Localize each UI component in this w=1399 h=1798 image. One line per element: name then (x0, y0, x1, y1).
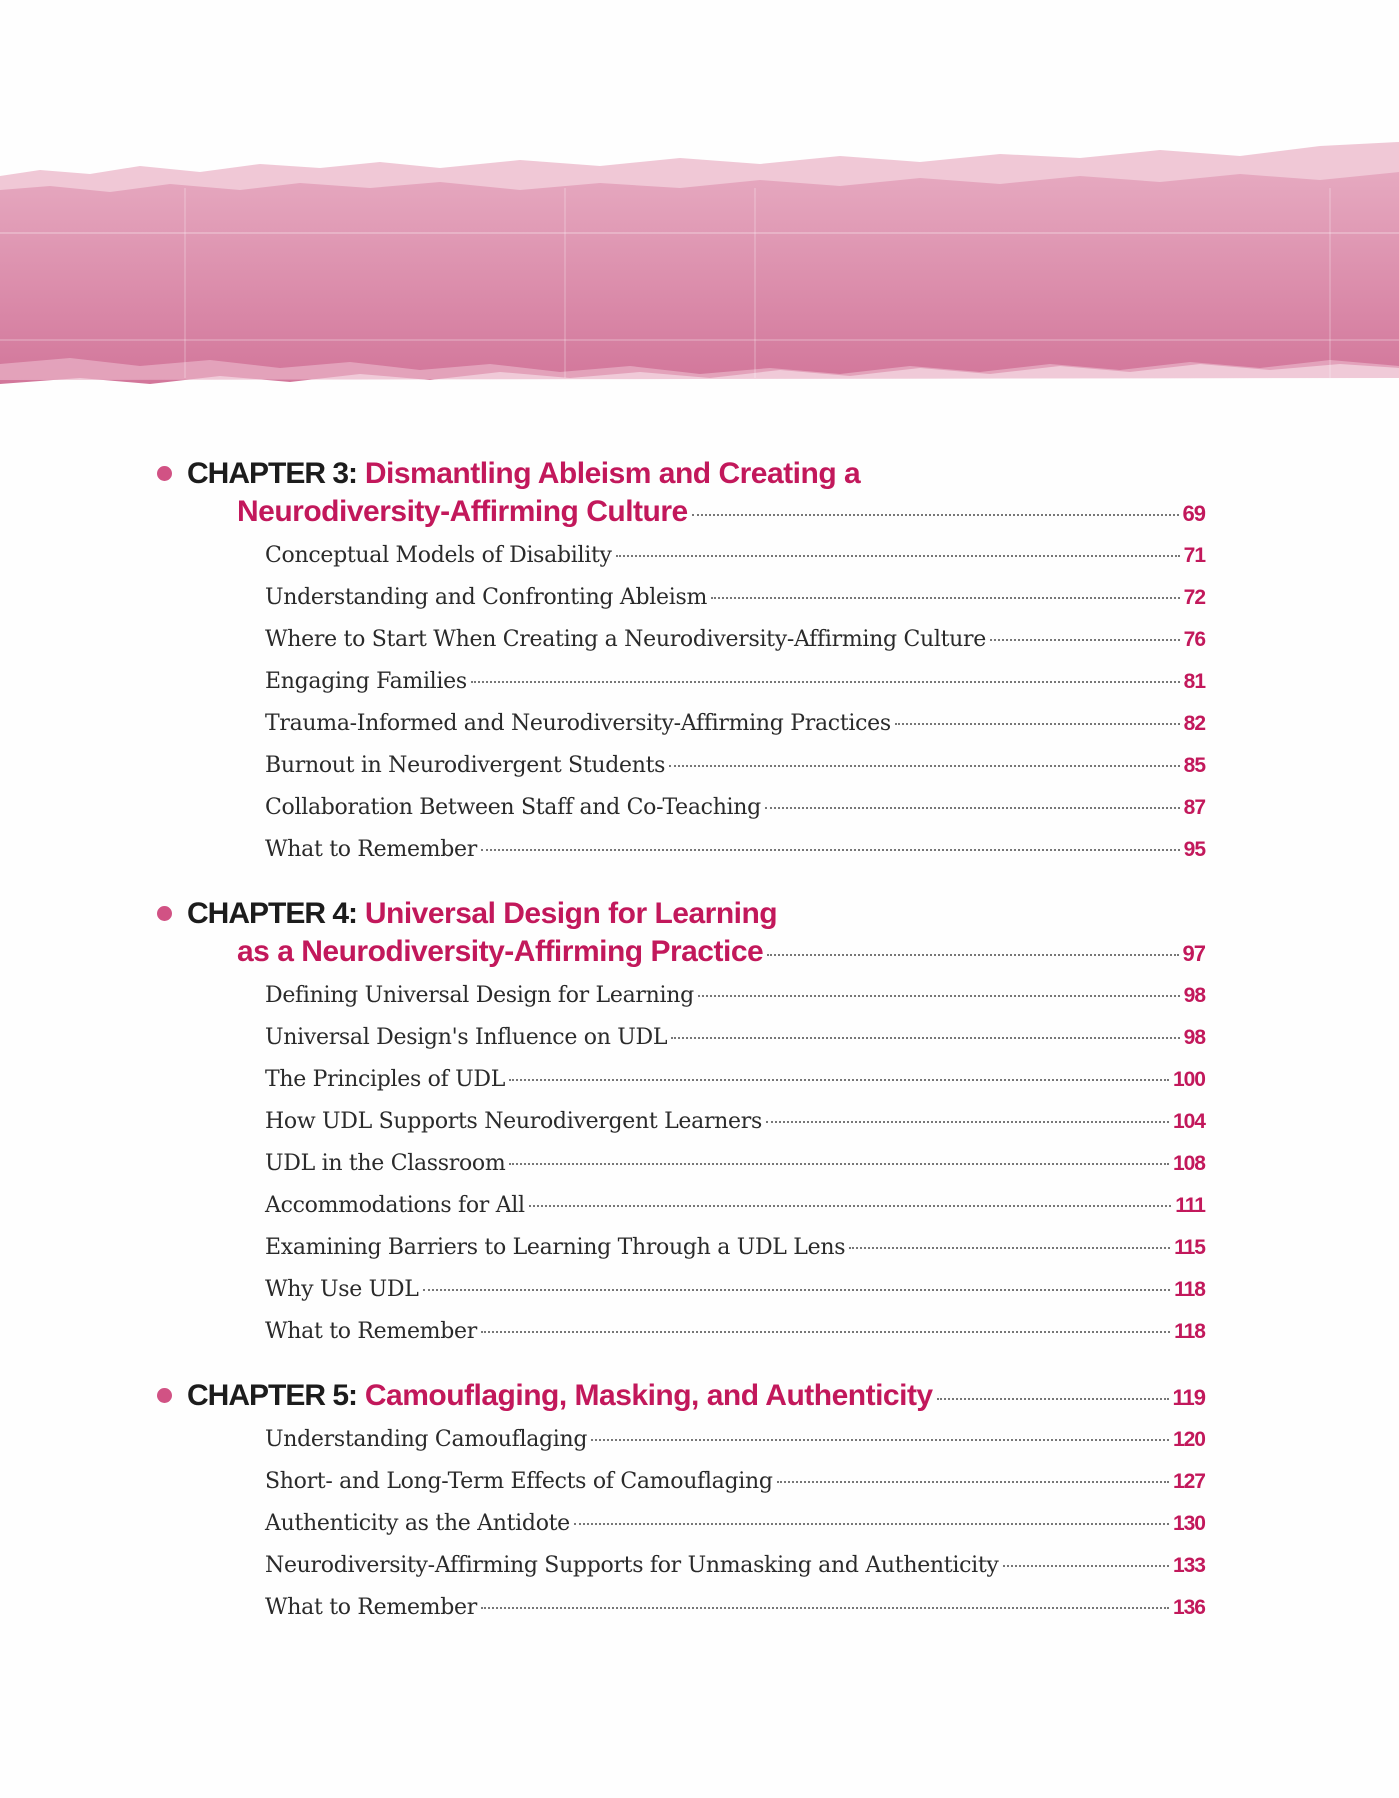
entry-page-number: 76 (1183, 628, 1205, 651)
toc-entry[interactable] (265, 787, 1205, 829)
entry-page-number: 120 (1172, 1428, 1205, 1451)
entry-page-number: 108 (1172, 1152, 1205, 1175)
entry-title: Understanding and Confronting Ableism (265, 585, 708, 610)
toc-entry[interactable] (265, 1059, 1205, 1101)
chapter-title-continued: Neurodiversity-Affirming Culture (237, 495, 688, 528)
toc-entry[interactable] (265, 1269, 1205, 1311)
toc-entry[interactable] (265, 577, 1205, 619)
entry-page-number: 136 (1172, 1596, 1205, 1619)
entry-page-number: 100 (1172, 1068, 1205, 1091)
dot-leader (711, 597, 1180, 599)
toc-entry[interactable] (265, 535, 1205, 577)
dot-leader (481, 849, 1180, 851)
chapter-3 (155, 455, 1205, 871)
dot-leader (692, 514, 1179, 516)
chapter-entries (155, 975, 1205, 1353)
entry-title: Authenticity as the Antidote (265, 1511, 570, 1536)
entry-page-number: 130 (1172, 1512, 1205, 1535)
toc-entry[interactable] (265, 703, 1205, 745)
entry-page-number: 87 (1183, 796, 1205, 819)
chapter-entries (155, 1419, 1205, 1629)
chapter-heading (155, 895, 1205, 973)
entry-title: Neurodiversity-Affirming Supports for Unmasking and Authenticity (265, 1553, 999, 1578)
entry-page-number: 133 (1172, 1554, 1205, 1577)
toc-entry[interactable] (265, 829, 1205, 871)
dot-leader (895, 723, 1180, 725)
toc-entry[interactable] (265, 1017, 1205, 1059)
entry-title: Conceptual Models of Disability (265, 543, 612, 568)
entry-title: What to Remember (265, 837, 477, 862)
entry-page-number: 127 (1172, 1470, 1205, 1493)
chapter-label: CHAPTER 3: (187, 457, 358, 490)
entry-title: The Principles of UDL (265, 1067, 506, 1092)
entry-page-number: 85 (1183, 754, 1205, 777)
bullet-icon (157, 1388, 172, 1403)
dot-leader (509, 1163, 1169, 1165)
dot-leader (777, 1481, 1169, 1483)
entry-page-number: 104 (1172, 1110, 1205, 1133)
entry-page-number: 81 (1183, 670, 1205, 693)
entry-title: Where to Start When Creating a Neurodiversity-Affirming Culture (265, 627, 986, 652)
dot-leader (767, 954, 1178, 956)
entry-page-number: 111 (1175, 1194, 1205, 1217)
toc-entry[interactable] (265, 1587, 1205, 1629)
dot-leader (591, 1439, 1169, 1441)
dot-leader (766, 1121, 1169, 1123)
toc-entry[interactable] (265, 1143, 1205, 1185)
entry-title: Defining Universal Design for Learning (265, 983, 694, 1008)
chapter-label: CHAPTER 4: (187, 897, 358, 930)
entry-title: Trauma-Informed and Neurodiversity-Affirming Practices (265, 711, 891, 736)
toc-entry[interactable] (265, 1101, 1205, 1143)
dot-leader (698, 995, 1180, 997)
chapter-title: Dismantling Ableism and Creating a (364, 457, 861, 490)
chapter-heading (155, 455, 1205, 533)
entry-title: Why Use UDL (265, 1277, 419, 1302)
entry-page-number: 98 (1183, 1026, 1205, 1049)
chapter-title: Camouflaging, Masking, and Authenticity (364, 1379, 933, 1412)
toc-entry[interactable] (265, 1461, 1205, 1503)
dot-leader (990, 639, 1180, 641)
bullet-icon (157, 466, 172, 481)
dot-leader (471, 681, 1180, 683)
torn-paper-banner (0, 128, 1399, 388)
entry-title: What to Remember (265, 1319, 477, 1344)
dot-leader (669, 765, 1179, 767)
entry-title: Engaging Families (265, 669, 467, 694)
dot-leader (849, 1247, 1170, 1249)
entry-title: What to Remember (265, 1595, 477, 1620)
entry-title: How UDL Supports Neurodivergent Learners (265, 1109, 762, 1134)
dot-leader (481, 1607, 1169, 1609)
dot-leader (574, 1523, 1169, 1525)
chapter-page-number: 119 (1172, 1385, 1205, 1410)
chapter-5 (155, 1377, 1205, 1629)
entry-title: Universal Design's Influence on UDL (265, 1025, 668, 1050)
chapter-entries (155, 535, 1205, 871)
dot-leader (671, 1037, 1180, 1039)
dot-leader (529, 1205, 1171, 1207)
entry-title: Short- and Long-Term Effects of Camouflaging (265, 1469, 773, 1494)
chapter-title: Universal Design for Learning (364, 897, 778, 930)
toc-entry[interactable] (265, 1419, 1205, 1461)
entry-title: UDL in the Classroom (265, 1151, 506, 1176)
chapter-page-number: 97 (1182, 941, 1205, 966)
entry-page-number: 98 (1183, 984, 1205, 1007)
entry-page-number: 115 (1174, 1236, 1205, 1259)
entry-page-number: 82 (1183, 712, 1205, 735)
toc-entry[interactable] (265, 1227, 1205, 1269)
toc-entry[interactable] (265, 745, 1205, 787)
toc-entry[interactable] (265, 1503, 1205, 1545)
toc-entry[interactable] (265, 1311, 1205, 1353)
chapter-title-continued: as a Neurodiversity-Affirming Practice (237, 935, 764, 968)
bullet-icon (157, 906, 172, 921)
chapter-label: CHAPTER 5: (187, 1379, 358, 1412)
chapter-heading (155, 1377, 1205, 1417)
dot-leader (481, 1331, 1170, 1333)
entry-page-number: 118 (1174, 1278, 1205, 1301)
dot-leader (765, 807, 1180, 809)
dot-leader (1003, 1565, 1169, 1567)
dot-leader (423, 1289, 1171, 1291)
entry-page-number: 95 (1183, 838, 1205, 861)
entry-title: Burnout in Neurodivergent Students (265, 753, 666, 778)
chapter-page-number: 69 (1182, 501, 1205, 526)
entry-title: Collaboration Between Staff and Co-Teaching (265, 795, 761, 820)
entry-page-number: 71 (1183, 544, 1205, 567)
dot-leader (616, 555, 1180, 557)
chapter-4 (155, 895, 1205, 1353)
entry-page-number: 118 (1174, 1320, 1205, 1343)
toc-entry[interactable] (265, 619, 1205, 661)
toc-entry[interactable] (265, 1185, 1205, 1227)
dot-leader (509, 1079, 1169, 1081)
table-of-contents (155, 455, 1205, 1653)
entry-title: Examining Barriers to Learning Through a UDL Lens (265, 1235, 846, 1260)
toc-entry[interactable] (265, 661, 1205, 703)
toc-entry[interactable] (265, 1545, 1205, 1587)
entry-title: Accommodations for All (265, 1193, 525, 1218)
dot-leader (937, 1398, 1169, 1400)
entry-title: Understanding Camouflaging (265, 1427, 588, 1452)
entry-page-number: 72 (1183, 586, 1205, 609)
toc-entry[interactable] (265, 975, 1205, 1017)
